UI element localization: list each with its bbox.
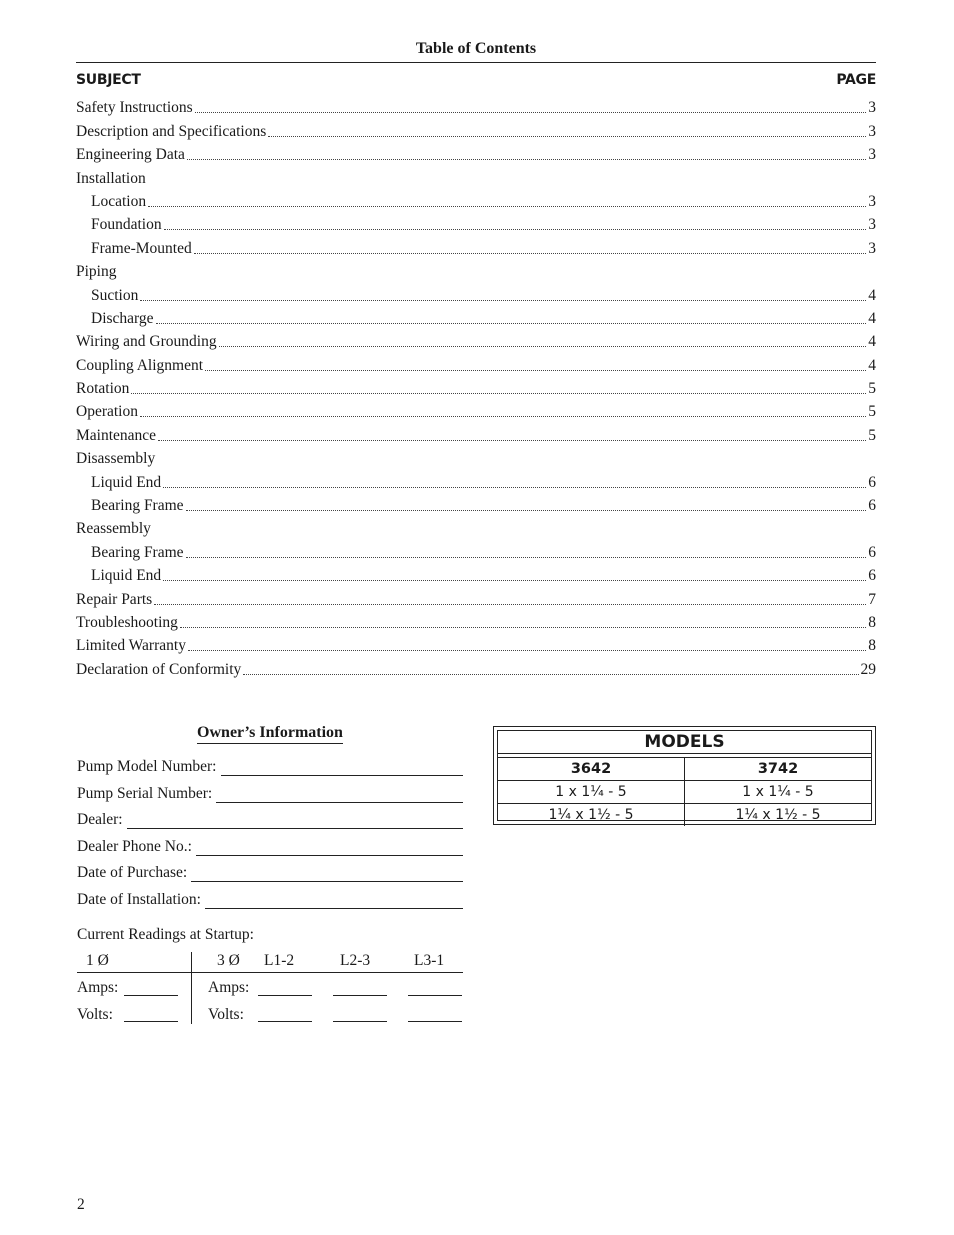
- readings-table: [77, 952, 463, 1026]
- toc-entry-page: 3: [868, 192, 876, 210]
- toc-entry-label: Troubleshooting: [76, 613, 178, 631]
- models-cell: 1 x 1¼ - 5: [684, 781, 871, 803]
- toc-entry[interactable]: [76, 328, 876, 351]
- three-amps-label: Amps:: [208, 979, 250, 996]
- toc-leader-dots: [156, 323, 867, 324]
- purchase-date-field[interactable]: Date of Purchase:: [77, 864, 463, 882]
- toc-entry[interactable]: [76, 538, 876, 561]
- toc-entry-page: 3: [868, 122, 876, 140]
- toc-entry-page: 29: [860, 660, 876, 678]
- toc-entry-page: 4: [868, 309, 876, 327]
- single-amps-label: Amps:: [77, 979, 119, 996]
- amps-l3-1-input[interactable]: [408, 994, 462, 996]
- toc-entry[interactable]: [76, 609, 876, 632]
- toc-entry[interactable]: [76, 234, 876, 257]
- toc-leader-dots: [154, 604, 866, 605]
- toc-entry-label: Disassembly: [76, 450, 156, 468]
- toc-entry-label: Suction: [91, 286, 139, 304]
- toc-entry-label: Engineering Data: [76, 146, 185, 164]
- toc-leader-dots: [188, 650, 866, 651]
- toc-entry-page: 5: [868, 403, 876, 421]
- model-3642-header: 3642: [570, 761, 612, 777]
- toc-leader-dots: [148, 206, 866, 207]
- toc-entry[interactable]: [76, 94, 876, 117]
- toc-entry[interactable]: [76, 375, 876, 398]
- toc-entry-page: 6: [868, 567, 876, 585]
- three-phase-label: 3 Ø: [217, 952, 240, 969]
- single-volts-input[interactable]: [124, 1020, 178, 1022]
- toc-entry[interactable]: [76, 421, 876, 444]
- toc-entry-label: Liquid End: [91, 473, 162, 491]
- toc-entry[interactable]: [76, 562, 876, 585]
- toc-entry[interactable]: [76, 515, 876, 538]
- volts-l1-2-input[interactable]: [258, 1020, 312, 1022]
- toc-leader-dots: [268, 136, 866, 137]
- toc-entry-page: 5: [868, 426, 876, 444]
- phase-l3-1-label: L3-1: [414, 952, 445, 969]
- toc-header: [76, 72, 876, 88]
- three-volts-label: Volts:: [208, 1006, 244, 1023]
- installation-date-field[interactable]: Date of Installation:: [77, 891, 463, 909]
- models-title: MODELS: [498, 731, 871, 754]
- toc-entry-label: Liquid End: [91, 567, 162, 585]
- toc-entry-label: Location: [91, 192, 147, 210]
- toc-leader-dots: [131, 393, 866, 394]
- toc-entry-label: Operation: [76, 403, 138, 421]
- toc-entry[interactable]: [76, 398, 876, 421]
- toc-leader-dots: [186, 510, 867, 511]
- toc-entry[interactable]: [76, 188, 876, 211]
- toc-entry-page: 4: [868, 286, 876, 304]
- toc-leader-dots: [194, 253, 867, 254]
- toc-entry-label: Rotation: [76, 380, 130, 398]
- toc-leader-dots: [187, 159, 866, 160]
- models-cell: 1 x 1¼ - 5: [555, 784, 627, 800]
- toc-entry-label: Maintenance: [76, 426, 157, 444]
- toc-entry[interactable]: [76, 141, 876, 164]
- single-volts-label: Volts:: [77, 1006, 113, 1023]
- models-header-row: [498, 758, 871, 781]
- toc-leader-dots: [205, 370, 866, 371]
- toc-leader-dots: [195, 112, 867, 113]
- toc-entry-label: Bearing Frame: [91, 497, 184, 515]
- toc-leader-dots: [219, 346, 867, 347]
- toc-entry[interactable]: [76, 468, 876, 491]
- toc-leader-dots: [163, 487, 866, 488]
- dealer-phone-field[interactable]: Dealer Phone No.:: [77, 838, 463, 856]
- toc-entry-label: Repair Parts: [76, 590, 153, 608]
- volts-l3-1-input[interactable]: [408, 1020, 462, 1022]
- toc-entry-label: Frame-Mounted: [91, 239, 192, 257]
- toc-entry-label: Piping: [76, 263, 117, 281]
- toc-entry[interactable]: [76, 164, 876, 187]
- page-number: 2: [77, 1196, 85, 1213]
- single-amps-input[interactable]: [124, 994, 178, 996]
- toc-entry-page: 5: [868, 380, 876, 398]
- page-header: PAGE: [836, 72, 876, 88]
- toc-entry-page: 4: [868, 356, 876, 374]
- subject-header: SUBJECT: [76, 72, 141, 88]
- toc-entry[interactable]: [76, 655, 876, 678]
- toc-leader-dots: [140, 416, 866, 417]
- toc-entry-page: 6: [868, 543, 876, 561]
- toc-entry-page: 3: [868, 99, 876, 117]
- toc-entry-page: 3: [868, 216, 876, 234]
- toc-entry-label: Description and Specifications: [76, 122, 267, 140]
- toc-divider: [76, 62, 876, 63]
- toc-entry-page: 3: [868, 146, 876, 164]
- toc-entry[interactable]: [76, 211, 876, 234]
- toc-entry[interactable]: [76, 492, 876, 515]
- toc-entry[interactable]: [76, 632, 876, 655]
- amps-l1-2-input[interactable]: [258, 994, 312, 996]
- toc-leader-dots: [163, 580, 866, 581]
- toc-entry-page: 8: [868, 637, 876, 655]
- phase-l2-3-label: L2-3: [340, 952, 371, 969]
- toc-entry[interactable]: [76, 305, 876, 328]
- toc-entry[interactable]: [76, 445, 876, 468]
- models-row: [498, 781, 871, 804]
- toc-entry-page: 7: [868, 590, 876, 608]
- toc-entry-page: 6: [868, 497, 876, 515]
- toc-leader-dots: [180, 627, 866, 628]
- toc-leader-dots: [140, 300, 866, 301]
- volts-l2-3-input[interactable]: [333, 1020, 387, 1022]
- phase-l1-2-label: L1-2: [264, 952, 295, 969]
- toc-entry-label: Limited Warranty: [76, 637, 186, 655]
- toc-entry-page: 4: [868, 333, 876, 351]
- toc-leader-dots: [164, 229, 867, 230]
- toc-entry[interactable]: [76, 585, 876, 608]
- readings-label: Current Readings at Startup:: [77, 926, 254, 943]
- toc-entry-page: 3: [868, 239, 876, 257]
- model-3742-header: 3742: [684, 758, 871, 780]
- owner-info-title: Owner’s Information: [76, 724, 464, 742]
- toc-entry-page: 6: [868, 473, 876, 491]
- toc-entry-label: Declaration of Conformity: [76, 660, 242, 678]
- toc-entry[interactable]: [76, 117, 876, 140]
- toc-entry[interactable]: [76, 351, 876, 374]
- toc-entry-label: Wiring and Grounding: [76, 333, 217, 351]
- toc-title: Table of Contents: [415, 40, 537, 57]
- amps-l2-3-input[interactable]: [333, 994, 387, 996]
- toc-entry[interactable]: [76, 258, 876, 281]
- toc-entry-page: 8: [868, 613, 876, 631]
- toc-list: [76, 94, 876, 679]
- toc-entry-label: Installation: [76, 169, 146, 187]
- toc-leader-dots: [158, 440, 866, 441]
- toc-entry[interactable]: [76, 281, 876, 304]
- toc-entry-label: Foundation: [91, 216, 162, 234]
- toc-entry-label: Coupling Alignment: [76, 356, 204, 374]
- toc-leader-dots: [186, 557, 867, 558]
- toc-entry-label: Reassembly: [76, 520, 151, 538]
- models-cell: 1¼ x 1½ - 5: [684, 804, 871, 826]
- single-phase-label: 1 Ø: [86, 952, 109, 969]
- models-cell: 1¼ x 1½ - 5: [548, 807, 634, 823]
- dealer-field[interactable]: Dealer:: [77, 811, 463, 829]
- toc-entry-label: Bearing Frame: [91, 543, 184, 561]
- toc-entry-label: Safety Instructions: [76, 99, 193, 117]
- models-table: [493, 726, 876, 825]
- pump-serial-field[interactable]: Pump Serial Number:: [77, 785, 463, 803]
- toc-entry-label: Discharge: [91, 309, 154, 327]
- models-row: [498, 804, 871, 826]
- pump-model-field[interactable]: Pump Model Number:: [77, 758, 463, 776]
- toc-leader-dots: [243, 674, 858, 675]
